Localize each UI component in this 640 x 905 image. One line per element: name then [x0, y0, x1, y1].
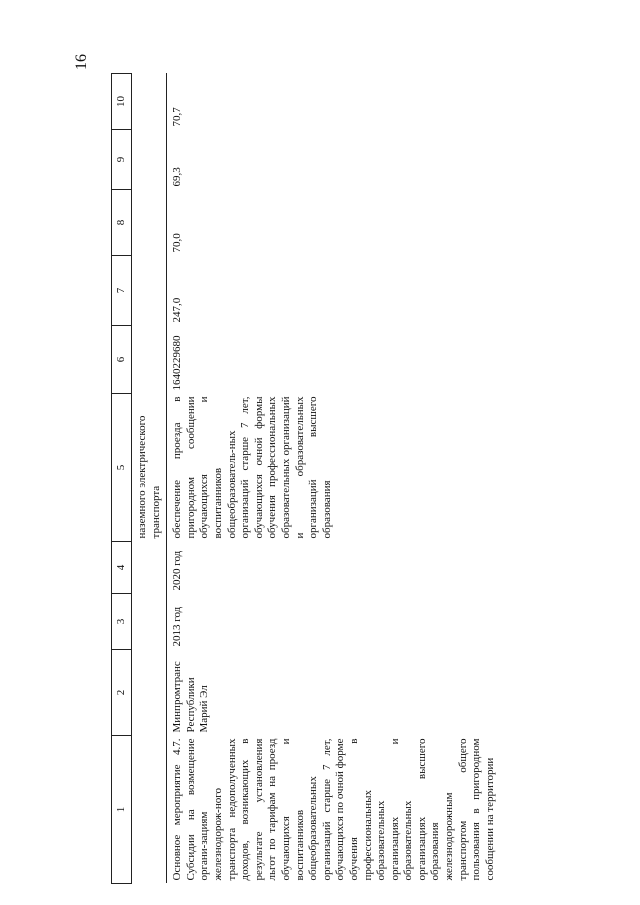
- header-row: [112, 74, 132, 884]
- continuation-row: [132, 74, 164, 884]
- cell-executor: Минпромтранс Республики Марий Эл: [171, 661, 211, 733]
- header-col-3: 3: [112, 594, 132, 650]
- cell-budget-code: 1640229680: [171, 335, 184, 391]
- cell-event-description: Основное мероприятие 4.7. Субсидии на возмещение органи-зациям железнодорож-ного транспорта недополученных доходов, возникающих в результате установления льгот по тарифам на проезд обучающихся и воспитанников общеобразовательных организаций старше 7 лет, обучающихся по очной форме обучения в профессиональных образовательных организациях и образовательных организациях высшего образования железнодорожным транспортом общего пользования в пригородном сообщении на территории: [171, 738, 496, 881]
- cell-value-8: 70,0: [171, 233, 184, 253]
- header-col-9: 9: [112, 130, 132, 190]
- continuation-cell: наземного электрического транспорта: [136, 415, 162, 539]
- cell-expected-result: обеспечение проезда в пригородном сообщении обучающихся и воспитанников общеобразователь-ных организаций старше 7 лет, обучающихся очной формы обучения профессиональных образовательных организаций и образовательных организаций высшего образования: [171, 396, 333, 539]
- cell-value-9: 69,3: [171, 167, 184, 187]
- header-col-1: 1: [112, 736, 132, 884]
- page-number: 16: [73, 54, 90, 70]
- cell-value-7: 247,0: [171, 297, 184, 323]
- header-col-7: 7: [112, 256, 132, 326]
- header-col-8: 8: [112, 190, 132, 256]
- header-col-2: 2: [112, 650, 132, 736]
- rotated-table-container: [111, 74, 591, 884]
- cell-end-year: 2020 год: [171, 550, 184, 591]
- header-col-5: 5: [112, 394, 132, 542]
- cell-value-10: 70,7: [171, 107, 184, 127]
- header-col-6: 6: [112, 326, 132, 394]
- table-row: [167, 74, 498, 884]
- header-col-10: 10: [112, 74, 132, 130]
- program-table: [111, 73, 497, 884]
- cell-start-year: 2013 год: [171, 606, 184, 647]
- header-col-4: 4: [112, 542, 132, 594]
